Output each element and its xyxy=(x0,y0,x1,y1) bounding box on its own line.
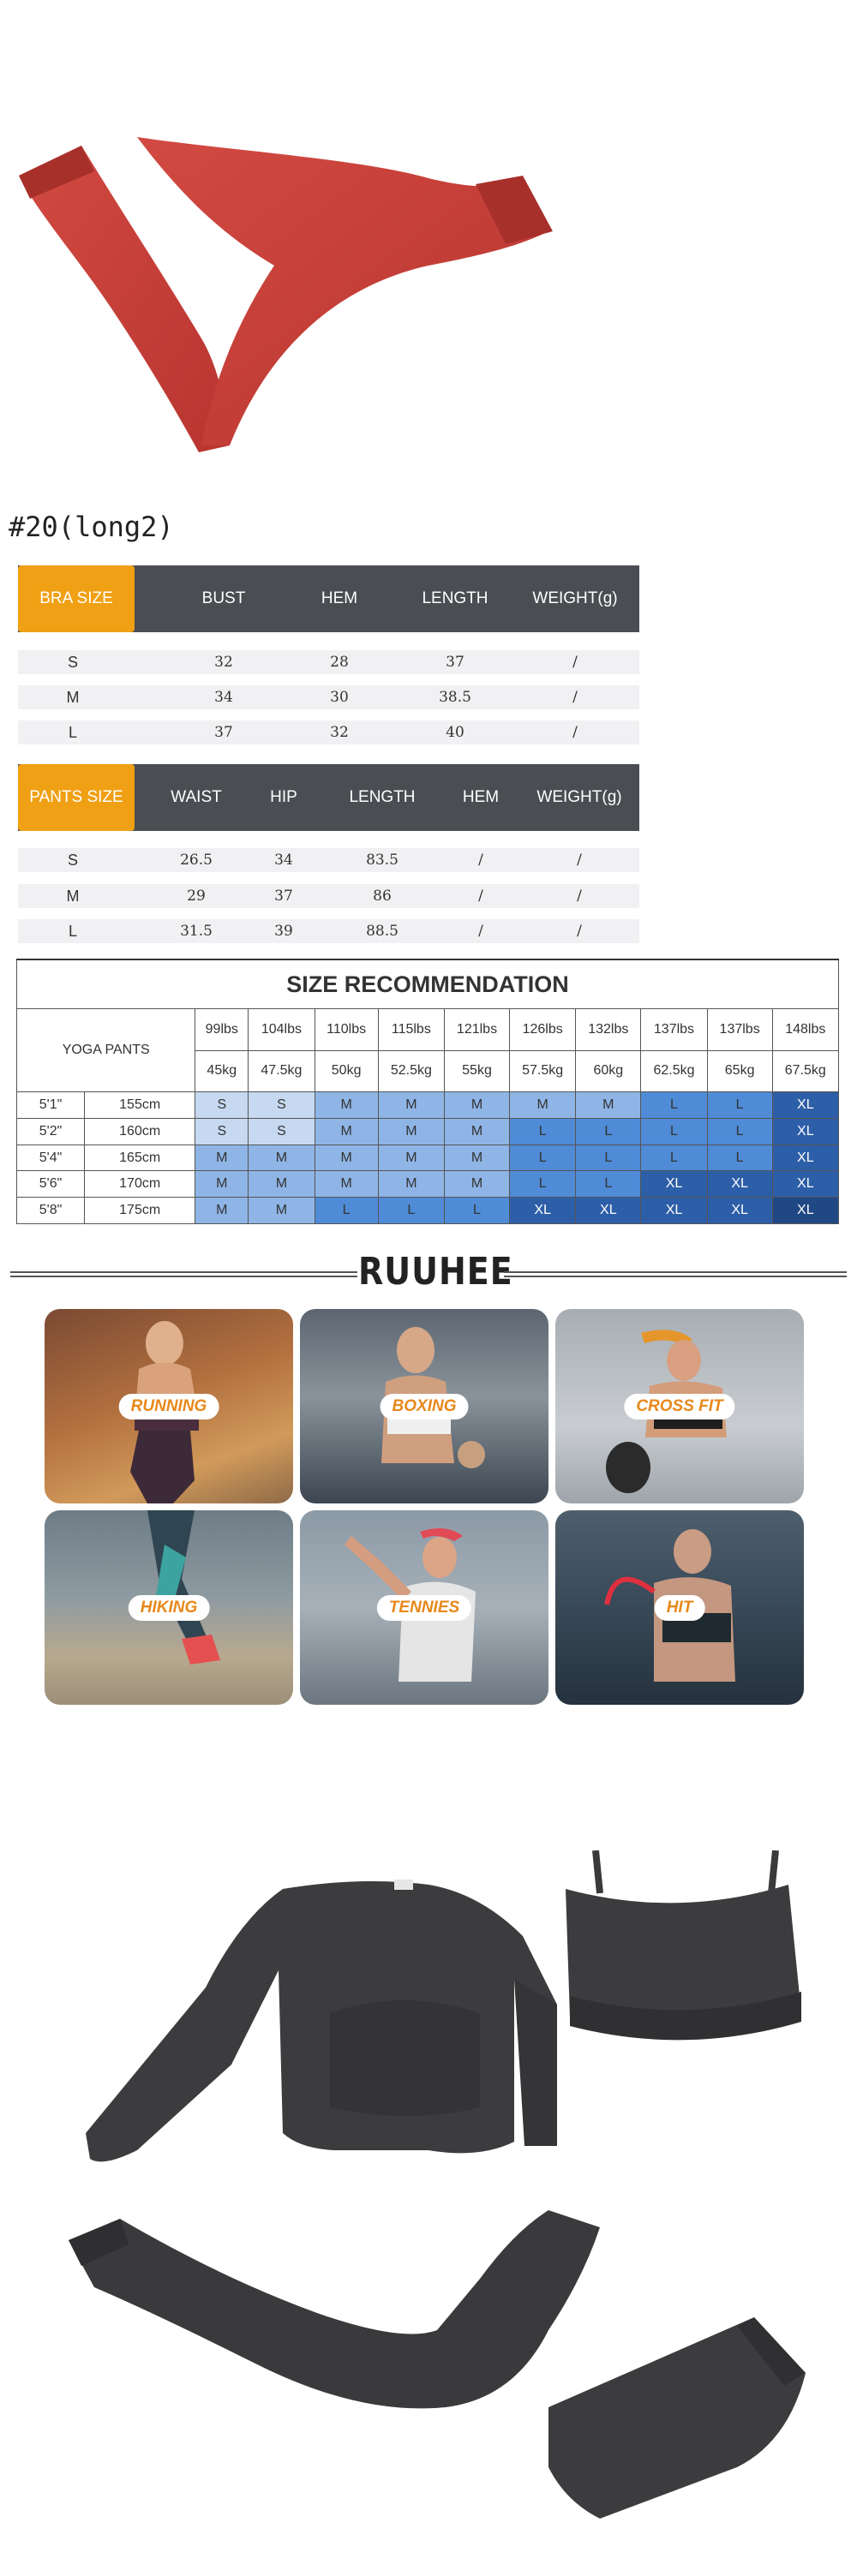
bra-col-length: LENGTH xyxy=(422,589,488,607)
yoga-pants-label: YOGA PANTS xyxy=(17,1009,195,1092)
height-cm: 160cm xyxy=(85,1118,195,1145)
size-cell: XL xyxy=(707,1198,772,1224)
size-label: M xyxy=(66,887,80,905)
weight-kg: 45kg xyxy=(195,1050,249,1092)
weight-value: / xyxy=(577,888,582,905)
size-cell: M xyxy=(378,1171,444,1198)
weight-value: / xyxy=(572,654,578,671)
size-cell: L xyxy=(707,1118,772,1145)
size-cell: L xyxy=(576,1171,641,1198)
hem-value: / xyxy=(478,852,483,869)
size-cell: M xyxy=(195,1198,249,1224)
recommendation-row xyxy=(17,1145,839,1171)
bra-col-hem: HEM xyxy=(321,589,358,607)
weight-value: / xyxy=(572,724,578,741)
weight-lbs: 104lbs xyxy=(249,1009,315,1051)
size-cell: L xyxy=(509,1171,575,1198)
size-cell: M xyxy=(195,1145,249,1171)
length-value: 83.5 xyxy=(366,852,399,869)
size-cell: M xyxy=(315,1145,378,1171)
weight-kg: 50kg xyxy=(315,1050,378,1092)
size-cell: XL xyxy=(772,1198,838,1224)
bust-value: 32 xyxy=(214,654,233,671)
waist-value: 29 xyxy=(187,888,206,905)
size-cell: L xyxy=(707,1092,772,1119)
weight-lbs: 137lbs xyxy=(707,1009,772,1051)
pants-row xyxy=(18,848,639,872)
weight-kg: 57.5kg xyxy=(509,1050,575,1092)
size-label: L xyxy=(68,922,77,940)
size-cell: M xyxy=(445,1092,510,1119)
size-cell: XL xyxy=(641,1198,707,1224)
product-photo-red-leggings xyxy=(0,0,857,480)
pants-col-weight: WEIGHT(g) xyxy=(536,788,622,806)
size-cell: XL xyxy=(641,1171,707,1198)
activity-tile-crossfit xyxy=(555,1309,804,1503)
size-cell: L xyxy=(445,1198,510,1224)
weight-kg: 65kg xyxy=(707,1050,772,1092)
pants-col-hem: HEM xyxy=(462,788,500,806)
recommendation-title: SIZE RECOMMENDATION xyxy=(17,959,839,1009)
size-cell: M xyxy=(249,1171,315,1198)
activity-tile-tennies xyxy=(300,1510,548,1705)
weight-value: / xyxy=(572,689,578,706)
activity-label-hit: HIT xyxy=(655,1595,705,1621)
bra-row xyxy=(18,720,639,744)
height-ft: 5'1" xyxy=(17,1092,85,1119)
pants-row xyxy=(18,884,639,908)
size-cell: L xyxy=(641,1145,707,1171)
recommendation-row xyxy=(17,1171,839,1198)
waist-value: 31.5 xyxy=(180,923,213,940)
weight-value: / xyxy=(577,923,582,940)
hip-value: 37 xyxy=(274,888,293,905)
weight-lbs: 121lbs xyxy=(445,1009,510,1051)
size-recommendation-table xyxy=(16,959,839,1224)
weight-lbs: 148lbs xyxy=(772,1009,838,1051)
size-cell: L xyxy=(378,1198,444,1224)
weight-kg: 55kg xyxy=(445,1050,510,1092)
height-cm: 155cm xyxy=(85,1092,195,1119)
height-cm: 175cm xyxy=(85,1198,195,1224)
pants-row xyxy=(18,919,639,943)
size-cell: XL xyxy=(576,1198,641,1224)
size-cell: S xyxy=(249,1092,315,1119)
activity-tile-hiking xyxy=(45,1510,293,1705)
height-ft: 5'6" xyxy=(17,1171,85,1198)
size-cell: L xyxy=(576,1145,641,1171)
weight-lbs: 126lbs xyxy=(509,1009,575,1051)
size-cell: L xyxy=(576,1118,641,1145)
activity-tile-hit xyxy=(555,1510,804,1705)
activity-tile-running xyxy=(45,1309,293,1503)
activity-tile-boxing xyxy=(300,1309,548,1503)
size-cell: XL xyxy=(772,1118,838,1145)
product-photo-black-set xyxy=(0,1850,857,2576)
weight-kg: 60kg xyxy=(576,1050,641,1092)
height-cm: 170cm xyxy=(85,1171,195,1198)
pants-col-hip: HIP xyxy=(270,788,297,806)
size-cell: M xyxy=(378,1145,444,1171)
activity-label-hiking: HIKING xyxy=(129,1595,210,1621)
hip-value: 39 xyxy=(274,923,293,940)
brand-logo: RUUHEE xyxy=(358,1249,513,1294)
height-ft: 5'4" xyxy=(17,1145,85,1171)
length-value: 88.5 xyxy=(366,923,399,940)
weight-kg: 62.5kg xyxy=(641,1050,707,1092)
size-cell: M xyxy=(249,1198,315,1224)
brand-divider-left xyxy=(10,1271,357,1277)
size-cell: L xyxy=(315,1198,378,1224)
waist-value: 26.5 xyxy=(180,852,213,869)
height-ft: 5'8" xyxy=(17,1198,85,1224)
size-cell: L xyxy=(509,1145,575,1171)
activity-label-crossfit: CROSS FIT xyxy=(624,1394,734,1419)
size-cell: M xyxy=(378,1092,444,1119)
pants-size-label: PANTS SIZE xyxy=(18,764,135,831)
hem-value: / xyxy=(478,888,483,905)
weight-lbs: 132lbs xyxy=(576,1009,641,1051)
hip-value: 34 xyxy=(274,852,293,869)
bra-col-weight: WEIGHT(g) xyxy=(532,589,618,607)
size-label: S xyxy=(67,851,78,869)
size-cell: L xyxy=(641,1092,707,1119)
height-ft: 5'2" xyxy=(17,1118,85,1145)
weight-kg: 52.5kg xyxy=(378,1050,444,1092)
product-code: #20(long2) xyxy=(9,511,174,543)
size-label: S xyxy=(67,653,78,671)
weight-lbs: 137lbs xyxy=(641,1009,707,1051)
hem-value: 32 xyxy=(330,724,349,741)
recommendation-row xyxy=(17,1118,839,1145)
length-value: 86 xyxy=(373,888,392,905)
pants-col-waist: WAIST xyxy=(171,788,222,806)
pants-col-length: LENGTH xyxy=(349,788,416,806)
size-cell: M xyxy=(315,1118,378,1145)
size-label: L xyxy=(68,723,77,741)
length-value: 38.5 xyxy=(439,689,471,706)
recommendation-row xyxy=(17,1092,839,1119)
hem-value: 28 xyxy=(330,654,349,671)
brand-divider-right xyxy=(504,1271,847,1277)
size-cell: S xyxy=(195,1092,249,1119)
size-cell: XL xyxy=(772,1145,838,1171)
size-cell: L xyxy=(641,1118,707,1145)
bust-value: 34 xyxy=(214,689,233,706)
size-cell: S xyxy=(249,1118,315,1145)
activity-label-boxing: BOXING xyxy=(381,1394,469,1419)
bra-size-label: BRA SIZE xyxy=(18,565,135,632)
size-cell: M xyxy=(315,1092,378,1119)
weight-kg: 67.5kg xyxy=(772,1050,838,1092)
size-cell: XL xyxy=(772,1092,838,1119)
bust-value: 37 xyxy=(214,724,233,741)
size-cell: L xyxy=(509,1118,575,1145)
length-value: 40 xyxy=(446,724,464,741)
size-cell: M xyxy=(445,1145,510,1171)
hem-value: 30 xyxy=(330,689,349,706)
size-cell: M xyxy=(509,1092,575,1119)
activity-label-running: RUNNING xyxy=(119,1394,219,1419)
size-cell: M xyxy=(315,1171,378,1198)
bra-col-bust: BUST xyxy=(201,589,246,607)
size-cell: M xyxy=(249,1145,315,1171)
activity-label-tennies: TENNIES xyxy=(377,1595,471,1621)
size-label: M xyxy=(66,688,80,706)
size-cell: M xyxy=(445,1171,510,1198)
recommendation-row xyxy=(17,1198,839,1224)
size-cell: XL xyxy=(707,1171,772,1198)
weight-kg: 47.5kg xyxy=(249,1050,315,1092)
length-value: 37 xyxy=(446,654,464,671)
hem-value: / xyxy=(478,923,483,940)
size-cell: XL xyxy=(772,1171,838,1198)
size-cell: M xyxy=(378,1118,444,1145)
weight-lbs: 115lbs xyxy=(378,1009,444,1051)
size-cell: M xyxy=(195,1171,249,1198)
size-cell: M xyxy=(576,1092,641,1119)
size-cell: XL xyxy=(509,1198,575,1224)
bra-row xyxy=(18,685,639,709)
size-cell: S xyxy=(195,1118,249,1145)
weight-lbs: 99lbs xyxy=(195,1009,249,1051)
size-cell: L xyxy=(707,1145,772,1171)
size-cell: M xyxy=(445,1118,510,1145)
weight-lbs: 110lbs xyxy=(315,1009,378,1051)
height-cm: 165cm xyxy=(85,1145,195,1171)
weight-value: / xyxy=(577,852,582,869)
bra-row xyxy=(18,650,639,674)
